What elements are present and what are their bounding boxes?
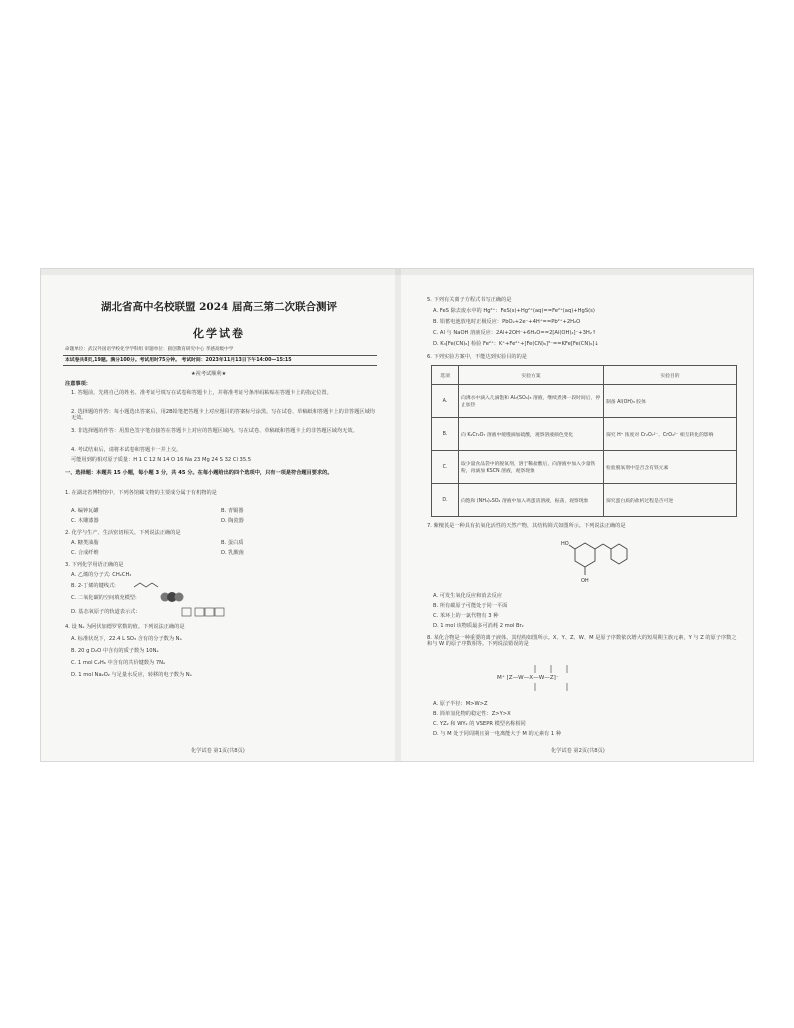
- question-5: 5. 下列有关离子方程式书写正确的是: [427, 297, 512, 303]
- exam-info: 本试卷共8页,19题。满分100分。考试用时75分钟。 考试时间：2023年11月13日下午14:00—15:15: [65, 358, 292, 363]
- table-cell: 取少量食品袋中的脱氧剂，溶于稀盐酸后，向溶液中加入少量铁粉，再滴加 KSCN 溶液，观察现象: [459, 451, 604, 484]
- table-cell: 检验脱氧剂中是否含有铁元素: [604, 451, 737, 484]
- scanned-exam-sheet: [40, 268, 754, 762]
- q2-option-a: A. 糖类油脂: [71, 540, 99, 546]
- table-header: 选项: [432, 366, 459, 385]
- table-header: 实验目的: [604, 366, 737, 385]
- note-1: 1. 答题前，先将自己的姓名、准考证号填写在试卷和答题卡上，并将准考证号条形码粘贴在答题卡上的指定位置。: [71, 390, 332, 396]
- q4-option-b: B. 20 g D₂O 中含有的质子数为 10Nₐ: [71, 648, 159, 654]
- table-cell: D.: [432, 484, 459, 517]
- page-1-footer: 化学试卷 第1页(共8页): [191, 748, 245, 754]
- q1-option-b: B. 青铜器: [221, 508, 244, 514]
- q7-option-d: D. 1 mol 该物质最多可消耗 2 mol Br₂: [433, 623, 524, 629]
- exam-title: 湖北省高中名校联盟 2024 届高三第二次联合测评: [100, 301, 338, 313]
- note-2: 2. 选择题的作答：每小题选出答案后，用2B铅笔把答题卡上对应题目的答案标号涂黑。写在试卷、草稿纸和答题卡上的非答题区域均无效。: [71, 409, 375, 421]
- anion-structure: M⁺ [Z—W—X—W—Z]⁻: [497, 675, 559, 681]
- rule: [63, 355, 377, 356]
- q3-option-a: A. 乙烯的分子式: CH₂CH₂: [71, 572, 132, 578]
- q4-option-a: A. 标准状况下，22.4 L SO₃ 含有的分子数为 Nₐ: [71, 636, 182, 642]
- table-cell: 向沸水中滴入几滴饱和 Al₂(SO₄)₃ 溶液，继续煮沸一段时间后，停止加热: [459, 385, 604, 418]
- q2-option-d: D. 乳酸菌: [221, 550, 244, 556]
- table-row: [432, 418, 737, 451]
- question-4: 4. 设 Nₐ 为阿伏加德罗常数的值。下列说法正确的是: [65, 624, 185, 630]
- table-header-row: [432, 366, 737, 385]
- table-header: 实验方案: [459, 366, 604, 385]
- q1-option-c: C. 木雕漆器: [71, 518, 99, 524]
- table-cell: 探究 H⁺ 浓度对 Cr₂O₇²⁻、CrO₄²⁻ 相互转化的影响: [604, 418, 737, 451]
- table-cell: C.: [432, 451, 459, 484]
- q7-option-a: A. 可发生氧化反应和消去反应: [433, 593, 503, 599]
- notes-title: 注意事项：: [65, 381, 91, 387]
- question-2: 2. 化学与生产、生活密切相关。下列说法正确的是: [65, 530, 181, 536]
- header-line: 命题单位：武汉外国语学校化学学科组 审题单位：圆创教育研究中心 孝感高级中学: [65, 347, 234, 352]
- q4-option-c: C. 1 mol C₂H₆ 中含有的共价键数为 7Nₐ: [71, 660, 166, 666]
- table-cell: 探究蛋白质的盐析过程是否可逆: [604, 484, 737, 517]
- q8-option-b: B. 简单氢化物的稳定性：Z>Y>X: [433, 711, 511, 717]
- q2-option-c: C. 合成纤维: [71, 550, 99, 556]
- anion-bonds-icon: [521, 661, 581, 697]
- molecule-structure-icon: [561, 535, 631, 591]
- question-3: 3. 下列化学用语正确的是: [65, 562, 124, 568]
- q7-option-b: B. 所有碳原子可能处于同一平面: [433, 603, 508, 609]
- table-row: [432, 451, 737, 484]
- q1-option-a: A. 编钟瓦罐: [71, 508, 99, 514]
- table-cell: B.: [432, 418, 459, 451]
- q8-option-d: D. 与 M 处于同周期且第一电离能大于 M 的元素有 1 种: [433, 731, 562, 737]
- q4-option-d: D. 1 mol Na₂O₂ 与足量水反应，转移的电子数为 Nₐ: [71, 672, 192, 678]
- atomic-masses: 可能用到的相对原子质量：H 1 C 12 N 14 O 16 Na 23 Mg 24 S 32 Cl 35.5: [71, 457, 252, 463]
- q5-option-d: D. K₃[Fe(CN)₆] 检验 Fe²⁺：K⁺+Fe²⁺+[Fe(CN)₆]³⁻==KFe[Fe(CN)₆]↓: [433, 341, 599, 347]
- svg-text:HO: HO: [561, 541, 569, 547]
- q3-option-b: B. 2-丁烯的键线式:: [71, 583, 116, 589]
- q3-option-d: D. 基态氧原子的轨道表示式:: [71, 609, 138, 615]
- question-8: 8. 某化合物是一种重要的离子液体，其结构如图所示。X、Y、Z、W、M 是原子序数依次增大的短周期主族元素，Y 与 Z 的原子序数之和与 W 的原子序数相等。下列说法错误的是: [427, 635, 737, 647]
- table-cell: A.: [432, 385, 459, 418]
- q8-option-c: C. YZ₂ 和 WY₂ 的 VSEPR 模型名称相同: [433, 721, 526, 727]
- table-cell: 向饱和 (NH₄)₂SO₄ 溶液中加入鸡蛋清溶液，振荡，观察现象: [459, 484, 604, 517]
- page-2-footer: 化学试卷 第2页(共8页): [551, 748, 605, 754]
- section-title: 一、选择题：本题共 15 小题，每小题 3 分，共 45 分。在每小题给出的四个选项中，只有一项是符合题目要求的。: [65, 470, 333, 476]
- orbital-diagram-icon: [181, 603, 225, 617]
- table-row: [432, 385, 737, 418]
- page-1: [41, 269, 397, 761]
- q7-option-c: C. 苯环上的一氯代物有 3 种: [433, 613, 499, 619]
- table-cell: 向 K₂Cr₂O₇ 溶液中缓慢滴加硫酸，观察溶液颜色变化: [459, 418, 604, 451]
- co2-model-icon: [159, 591, 185, 603]
- q5-option-b: B. 铅蓄电池放电时正极反应：PbO₂+2e⁻+4H⁺==Pb²⁺+2H₂O: [433, 319, 581, 325]
- q5-option-a: A. FeS 除去废水中的 Hg²⁺：FeS(s)+Hg²⁺(aq)==Fe²⁺(aq)+HgS(s): [433, 308, 595, 314]
- table-cell: 制备 Al(OH)₃ 胶体: [604, 385, 737, 418]
- exam-subject: 化学试卷: [193, 327, 245, 340]
- q3-option-c: C. 二氧化碳的空间填充模型:: [71, 595, 137, 601]
- q2-option-b: B. 蛋白质: [221, 540, 244, 546]
- page-2: [401, 269, 753, 761]
- question-1: 1. 在湖北省博物馆中，下列各馆藏文物的主要成分属于有机物的是: [65, 490, 217, 496]
- q5-option-c: C. Al 与 NaOH 溶液反应：2Al+2OH⁻+6H₂O==2[Al(OH)₄]⁻+3H₂↑: [433, 330, 597, 336]
- note-4: 4. 考试结束后，请将本试卷和答题卡一并上交。: [71, 447, 182, 453]
- svg-text:OH: OH: [581, 578, 589, 584]
- table-row: [432, 484, 737, 517]
- q8-option-a: A. 原子半径：M>W>Z: [433, 701, 488, 707]
- scan-note: ★祝考试顺利★: [191, 371, 227, 377]
- note-3: 3. 非选择题的作答：用黑色签字笔直接答在答题卡上对应的答题区域内。写在试卷、草稿纸和答题卡上的非答题区域均无效。: [71, 428, 358, 434]
- butene-skeletal-icon: [133, 581, 159, 589]
- question-7: 7. 紫檀芪是一种具有抗氧化活性的天然产物，其结构简式如图所示。下列说法正确的是: [427, 523, 626, 529]
- question-6: 6. 下列实验方案中，不能达到实验目的的是: [427, 354, 527, 360]
- rule: [63, 365, 377, 366]
- q1-option-d: D. 陶瓷器: [221, 518, 244, 524]
- experiment-table: [431, 365, 737, 517]
